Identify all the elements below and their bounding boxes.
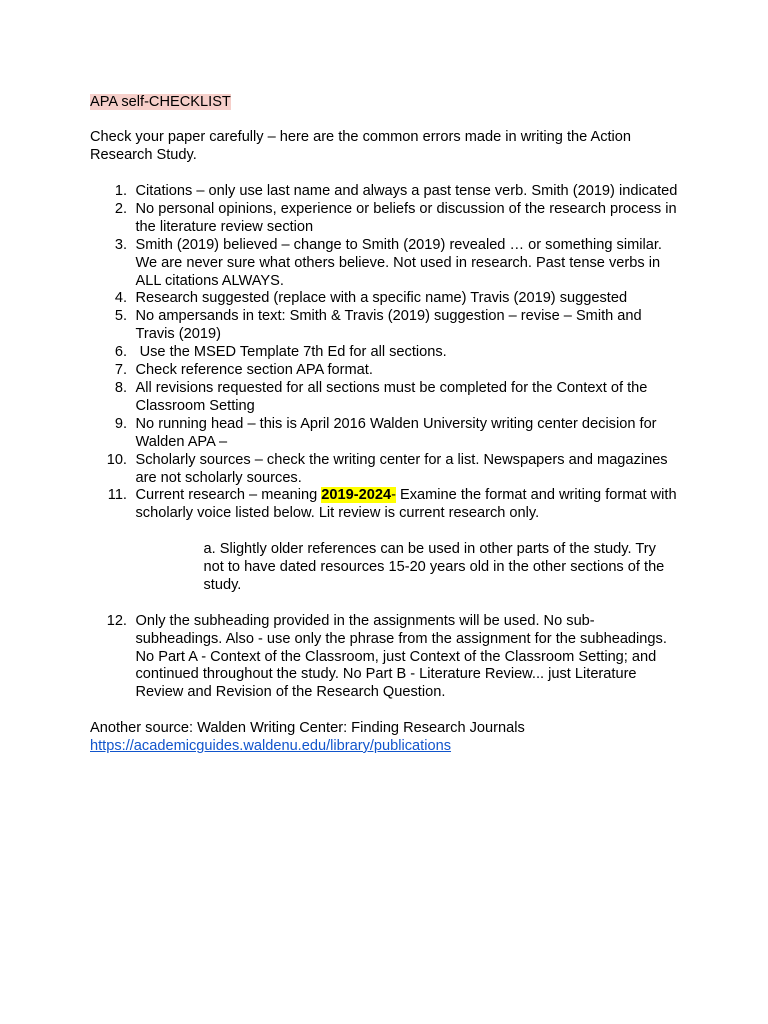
list-item bbox=[90, 613, 680, 703]
item-text: Only the subheading provided in the assignments will be used. No sub-subheadings. Also - use only the phrase from the assignment for the subheadings. No Part A - Context of the Classroom, just Context of the Classroom Setting; and continued throughout the study. No Part B - Literature Review... just Literature Review and Revision of the Research Question. bbox=[135, 612, 667, 701]
footer-text: Another source: Walden Writing Center: Finding Research Journals bbox=[90, 720, 525, 736]
item-text: Scholarly sources – check the writing center for a list. Newspapers and magazines are not scholarly sources. bbox=[135, 451, 668, 486]
item-number: 2. bbox=[114, 200, 127, 217]
item-number: 3. bbox=[114, 236, 127, 253]
item-text: Smith (2019) believed – change to Smith (2019) revealed … or something similar. We are never sure what others believe. Not used in research. Past tense verbs in ALL citations ALWAYS. bbox=[135, 236, 662, 289]
list-item bbox=[90, 362, 680, 380]
item-number: 11. bbox=[107, 487, 127, 504]
item-number: 1. bbox=[114, 183, 127, 199]
item-number: 12. bbox=[106, 612, 127, 629]
footer-source bbox=[90, 720, 680, 756]
item-text: Research suggested (replace with a specific name) Travis (2019) suggested bbox=[135, 290, 628, 307]
list-item bbox=[90, 416, 680, 452]
list-item bbox=[90, 183, 680, 201]
item-text: No running head – this is April 2016 Walden University writing center decision for Walden APA – bbox=[135, 415, 657, 450]
sub-item: a. Slightly older references can be used in other parts of the study. Try not to have dated resources 15-20 years old in the other sections of the study. bbox=[203, 541, 665, 593]
list-item bbox=[90, 344, 680, 362]
list-item bbox=[90, 487, 680, 594]
intro-paragraph: Check your paper carefully – here are the common errors made in writing the Action Research Study. bbox=[90, 129, 632, 163]
item-text: No ampersands in text: Smith & Travis (2019) suggestion – revise – Smith and Travis (2019) bbox=[135, 308, 642, 343]
item-text: Citations – only use last name and always a past tense verb. Smith (2019) indicated bbox=[135, 183, 678, 199]
date-range-highlight: 2019-2024 bbox=[321, 487, 392, 504]
item-text: No personal opinions, experience or beliefs or discussion of the research process in the literature review section bbox=[135, 200, 677, 235]
item-number: 5. bbox=[114, 308, 127, 325]
item-number: 10. bbox=[106, 451, 127, 468]
list-item bbox=[90, 290, 680, 308]
item-text: All revisions requested for all sections must be completed for the Context of the Classroom Setting bbox=[135, 379, 648, 414]
publications-link[interactable]: https://academicguides.waldenu.edu/library/publications bbox=[90, 737, 452, 754]
item-number: 9. bbox=[114, 415, 127, 432]
checklist bbox=[90, 183, 680, 702]
item-number: 8. bbox=[114, 379, 127, 396]
list-item bbox=[90, 380, 680, 416]
item-text: Check reference section APA format. bbox=[135, 362, 373, 379]
item-number: 6. bbox=[114, 344, 127, 361]
list-item bbox=[90, 201, 680, 237]
list-item bbox=[90, 237, 680, 291]
highlight-dash: - bbox=[391, 487, 396, 504]
list-item bbox=[90, 452, 680, 488]
document-title: APA self-CHECKLIST bbox=[90, 94, 231, 110]
item-number: 4. bbox=[114, 290, 127, 307]
item-text: Current research – meaning bbox=[135, 487, 322, 504]
item-number: 7. bbox=[114, 362, 127, 379]
item-text: Use the MSED Template 7th Ed for all sections. bbox=[135, 344, 447, 361]
item-text: Examine the format and writing format with scholarly voice listed below. Lit review is current research only. bbox=[135, 487, 677, 522]
list-item bbox=[90, 308, 680, 344]
